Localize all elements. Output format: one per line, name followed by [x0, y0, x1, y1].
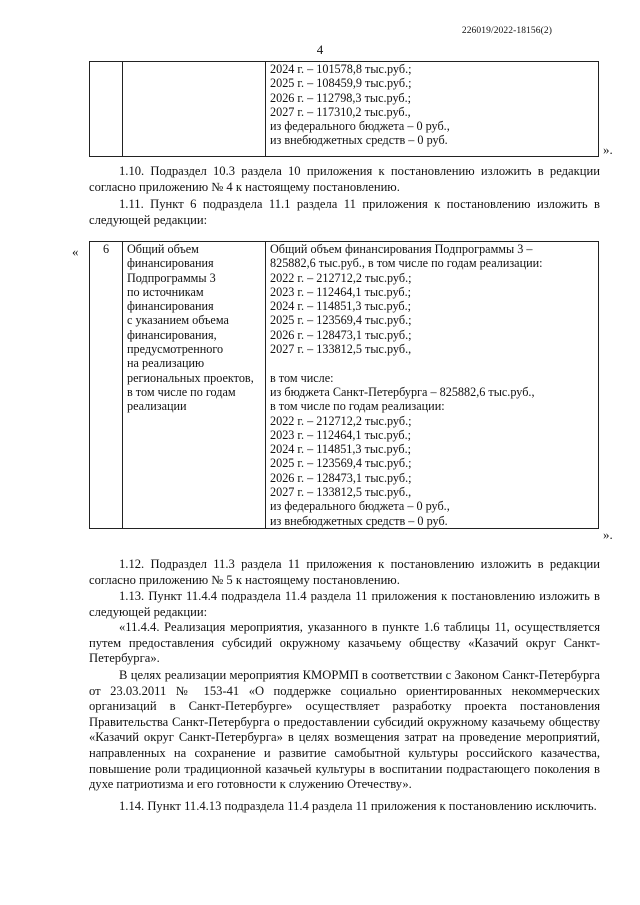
value-line: 2024 г. – 114851,3 тыс.руб.;: [270, 442, 412, 457]
funding-table: [89, 241, 599, 529]
value-line: 2026 г. – 112798,3 тыс.руб.;: [270, 90, 412, 105]
opening-quote: «: [72, 244, 79, 259]
paragraph-11-4-4: «11.4.4. Реализация мероприятия, указанного в пункте 1.6 таблицы 11, осуществляется путем предоставления субсидий окружному казачьему обществу «Казачий округ Санкт-Петербурга».: [89, 620, 600, 666]
value-line: в том числе по годам реализации:: [270, 399, 445, 414]
value-line: 2025 г. – 123569,4 тыс.руб.;: [270, 456, 412, 471]
value-line: 2027 г. – 117310,2 тыс.руб.,: [270, 104, 411, 119]
name-line: Подпрограммы 3: [127, 270, 216, 285]
paragraph-1-11: 1.11. Пункт 6 подраздела 11.1 раздела 11 приложения к постановлению изложить в следующей редакции:: [89, 197, 600, 227]
name-line: на реализацию: [127, 356, 205, 371]
row-number-cell: 6: [90, 242, 123, 529]
value-line: Общий объем финансирования Подпрограммы 3 –: [270, 242, 533, 256]
name-line: финансирования: [127, 256, 214, 271]
value-line: из внебюджетных средств – 0 руб.: [270, 133, 448, 148]
row-value-cell: [266, 242, 599, 529]
name-line: по источникам: [127, 284, 204, 299]
name-line: региональных проектов,: [127, 370, 254, 385]
page-number: 4: [316, 42, 324, 57]
value-line: из внебюджетных средств – 0 руб.: [270, 513, 448, 528]
name-line: предусмотренного: [127, 342, 224, 357]
value-line: 2022 г. – 212712,2 тыс.руб.;: [270, 413, 412, 428]
blank-line: [270, 356, 594, 370]
paragraph-1-10: 1.10. Подраздел 10.3 раздела 10 приложения к постановлению изложить в редакции согласно приложению № 4 к настоящему постановлению.: [89, 164, 600, 194]
value-line: 2024 г. – 101578,8 тыс.руб.;: [270, 62, 412, 76]
value-line: 2024 г. – 114851,3 тыс.руб.;: [270, 299, 412, 314]
value-line: из федерального бюджета – 0 руб.,: [270, 499, 450, 514]
value-line: 2026 г. – 128473,1 тыс.руб.;: [270, 327, 412, 342]
name-line: Общий объем: [127, 242, 199, 256]
value-line: из бюджета Санкт-Петербурга – 825882,6 тыс.руб.,: [270, 384, 535, 399]
value-line: 2023 г. – 112464,1 тыс.руб.;: [270, 284, 412, 299]
empty-number-cell: [90, 62, 123, 157]
paragraph-1-14: 1.14. Пункт 11.4.13 подраздела 11.4 раздела 11 приложения к постановлению исключить.: [119, 799, 597, 813]
row-name-cell: [123, 242, 266, 529]
funding-values-cell: [266, 62, 599, 157]
empty-name-cell: [123, 62, 266, 157]
paragraph-1-12: 1.12. Подраздел 11.3 раздела 11 приложения к постановлению изложить в редакции согласно приложению № 5 к настоящему постановлению.: [89, 557, 600, 587]
name-line: реализации: [127, 399, 187, 414]
name-line: финансирования,: [127, 327, 217, 342]
value-line: 2026 г. – 128473,1 тыс.руб.;: [270, 470, 412, 485]
value-line: 2022 г. – 212712,2 тыс.руб.;: [270, 270, 412, 285]
value-line: из федерального бюджета – 0 руб.,: [270, 119, 450, 134]
paragraph-1-13: 1.13. Пункт 11.4.4 подраздела 11.4 раздела 11 приложения к постановлению изложить в следующей редакции:: [89, 589, 600, 619]
value-line: 2025 г. – 123569,4 тыс.руб.;: [270, 313, 412, 328]
name-line: финансирования: [127, 299, 214, 314]
continuation-table: [89, 61, 599, 157]
value-line: 2025 г. – 108459,9 тыс.руб.;: [270, 76, 412, 91]
name-line: с указанием объема: [127, 313, 229, 328]
value-line: 2023 г. – 112464,1 тыс.руб.;: [270, 427, 412, 442]
value-line: 2027 г. – 133812,5 тыс.руб.,: [270, 485, 412, 500]
closing-quote-2: ».: [603, 527, 613, 542]
value-line: 825882,6 тыс.руб., в том числе по годам реализации:: [270, 256, 543, 271]
value-line: 2027 г. – 133812,5 тыс.руб.,: [270, 342, 412, 357]
paragraph-kmormp: В целях реализации мероприятия КМОРМП в соответствии с Законом Санкт-Петербурга от 23.03.2011 № 153-41 «О поддержке социально ориентированных некоммерческих организаций в Санкт-Петербурге» осуществляет разработку проекта постановления Правительства Санкт-Петербурга о предоставлении субсидий окружному казачьему обществу «Казачий округ Санкт-Петербурга» в целях возмещения затрат на проведение мероприятий, направленных на сохранение и развитие самобытной культуры российского казачества, повышение роли традиционной казачьей культуры в воспитании подрастающего поколения в духе патриотизма и его готовности к служению Отечеству».: [89, 668, 600, 792]
document-number: 226019/2022-18156(2): [461, 26, 552, 36]
value-line: в том числе:: [270, 370, 334, 385]
closing-quote: ».: [603, 142, 613, 157]
name-line: в том числе по годам: [127, 384, 236, 399]
